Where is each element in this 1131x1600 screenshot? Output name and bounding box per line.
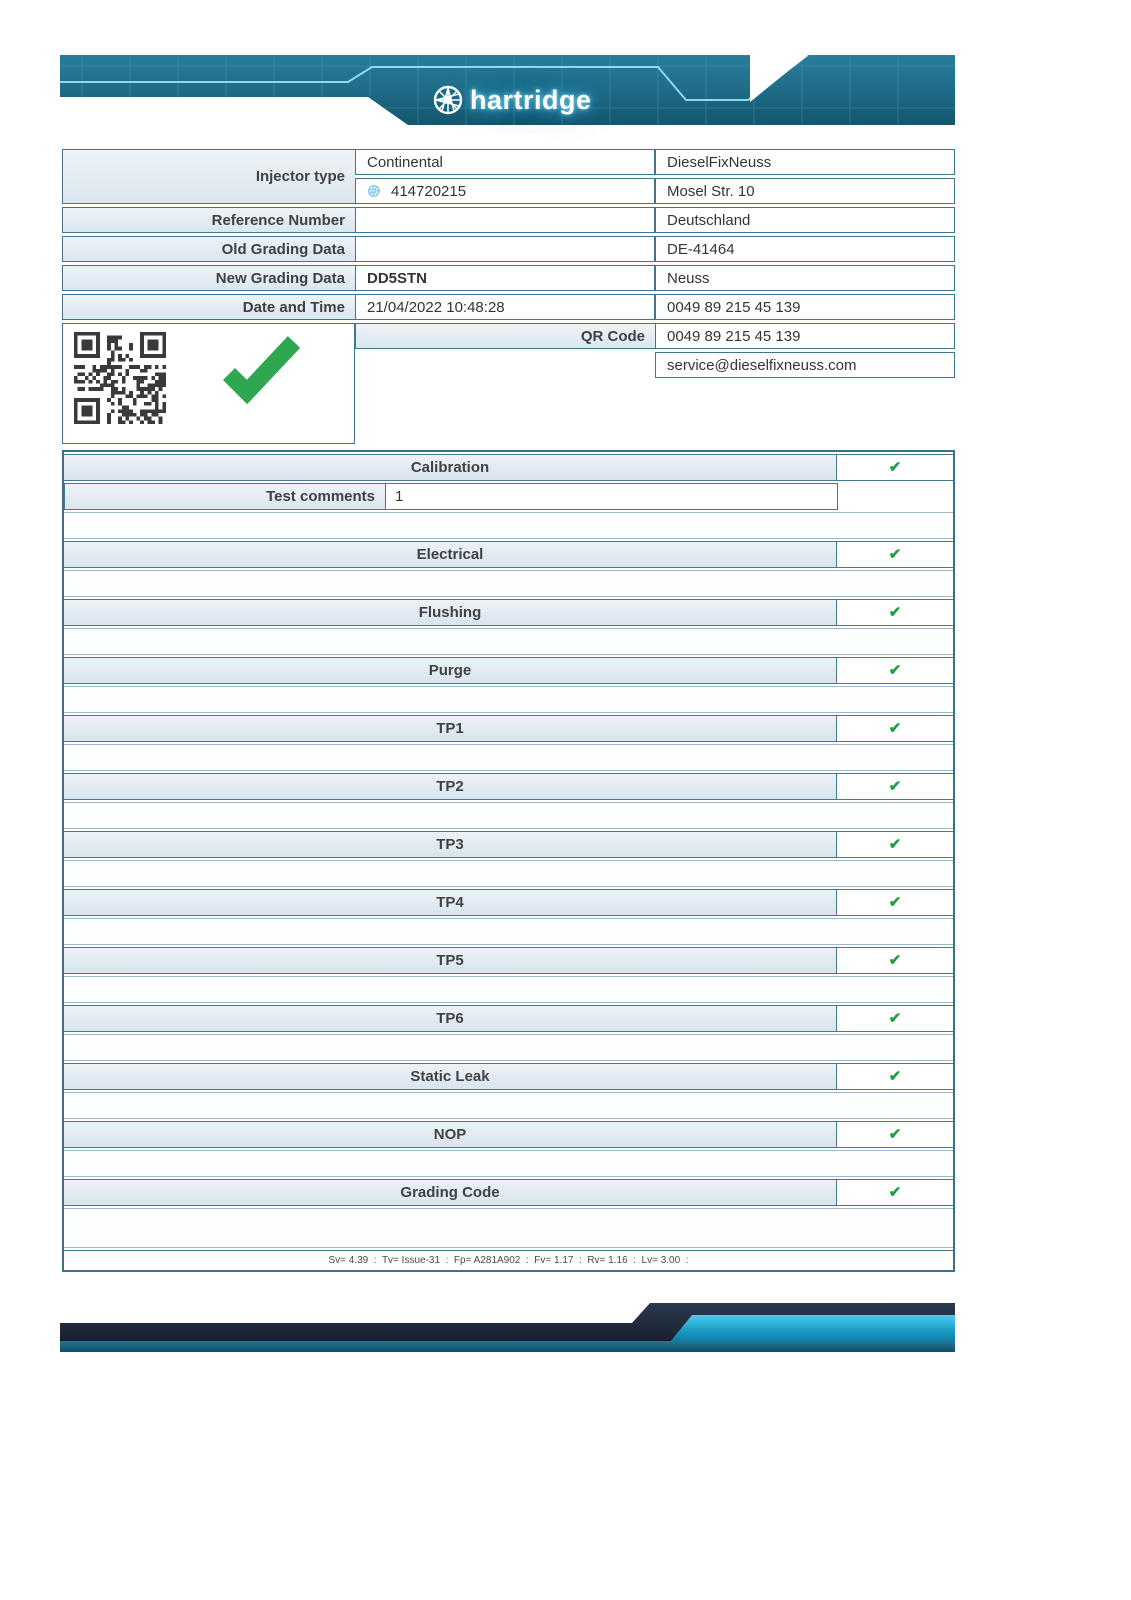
contact-city: Neuss [655,265,955,291]
contact-company: DieselFixNeuss [655,149,955,175]
section-check-cell [836,1006,953,1031]
section-check-cell [836,1122,953,1147]
injector-info-table [62,149,655,444]
spacer-row [64,976,953,1003]
spacer-row [64,628,953,655]
qr-code-label: QR Code [355,323,655,349]
spacer-row [64,686,953,713]
pass-check-icon: ✔ [888,1184,902,1201]
spacer-row [64,512,953,539]
pass-check-icon: ✔ [888,894,902,911]
result-row-tp2 [64,773,953,800]
spacer-row [64,570,953,597]
result-row-tp1 [64,715,953,742]
section-title: NOP [433,1126,467,1143]
result-row-static-leak [64,1063,953,1090]
pass-check-icon: ✔ [888,778,902,795]
serial-dot-icon [367,184,381,198]
section-check-cell [836,542,953,567]
section-check-cell [836,658,953,683]
pass-check-icon: ✔ [888,662,902,679]
result-row-calibration [64,454,953,481]
section-title: TP2 [436,778,464,795]
pass-check-icon: ✔ [888,1126,902,1143]
result-row-tp5 [64,947,953,974]
section-check-cell [836,774,953,799]
section-title: Grading Code [400,1184,500,1201]
pass-check-icon: ✔ [888,546,902,563]
section-check-cell [836,1064,953,1089]
reference-number-label: Reference Number [62,207,355,233]
section-title: Purge [428,662,472,679]
hartridge-wheel-icon [432,84,464,116]
contact-postcode: DE-41464 [655,236,955,262]
section-title: Electrical [416,546,484,563]
spacer-row [64,860,953,887]
result-row-tp3 [64,831,953,858]
new-grading-data-value: DD5STN [355,265,655,291]
section-check-cell [836,716,953,741]
qr-code-cell [62,323,355,444]
section-check-cell [836,948,953,973]
logo-text: hartridge [470,84,592,115]
spacer-row [64,1034,953,1061]
result-row-electrical [64,541,953,568]
contact-table [655,149,955,378]
pass-check-icon: ✔ [888,604,902,621]
section-title: TP5 [436,952,464,969]
section-title: TP4 [436,894,464,911]
section-check-cell [836,832,953,857]
version-info-line: Sv= 4.39 : Tv= Issue-31 : Fp= A281A902 : Fv= 1.17 : Rv= 1.16 : Lv= 3.00 : [64,1250,953,1270]
spacer-row [64,918,953,945]
section-check-cell [836,1180,953,1205]
date-time-value: 21/04/2022 10:48:28 [355,294,655,320]
pass-check-icon: ✔ [888,836,902,853]
injector-serial-value: 414720215 [391,182,467,200]
header-banner [60,52,955,128]
qr-valid-check-icon [218,332,306,410]
section-check-cell [836,600,953,625]
result-row-flushing [64,599,953,626]
old-grading-data-label: Old Grading Data [62,236,355,262]
footer-banner-shape [60,1295,955,1357]
test-comments-value: 1 [386,483,838,510]
injector-type-value: Continental [355,149,655,175]
contact-phone: 0049 89 215 45 139 [655,294,955,320]
section-title: Static Leak [410,1068,490,1085]
reference-number-value [355,207,655,233]
section-check-cell [836,890,953,915]
result-row-nop [64,1121,953,1148]
injector-type-label: Injector type [62,149,355,204]
pass-check-icon: ✔ [888,1010,902,1027]
date-time-label: Date and Time [62,294,355,320]
contact-country: Deutschland [655,207,955,233]
contact-email: service@dieselfixneuss.com [655,352,955,378]
qr-code [74,332,166,424]
test-results-table [62,450,955,1272]
old-grading-data-value [355,236,655,262]
spacer-row [64,1150,953,1177]
section-title: TP6 [436,1010,464,1027]
pass-check-icon: ✔ [888,1068,902,1085]
spacer-row [64,744,953,771]
section-check-cell [836,455,953,480]
contact-street: Mosel Str. 10 [655,178,955,204]
contact-fax: 0049 89 215 45 139 [655,323,955,349]
section-title: TP1 [436,720,464,737]
pass-check-icon: ✔ [888,459,902,476]
footer-banner [60,1295,955,1357]
pass-check-icon: ✔ [888,720,902,737]
result-row-grading-code [64,1179,953,1206]
spacer-row [64,802,953,829]
result-row-purge [64,657,953,684]
section-title: Calibration [410,459,490,476]
injector-serial-cell [355,178,655,204]
test-comments-label: Test comments [64,483,386,510]
test-comments-row [64,483,953,510]
spacer-row [64,1208,953,1248]
new-grading-data-label: New Grading Data [62,265,355,291]
result-row-tp4 [64,889,953,916]
section-title: Flushing [418,604,482,621]
section-title: TP3 [436,836,464,853]
hartridge-logo [432,84,592,116]
result-row-tp6 [64,1005,953,1032]
spacer-row [64,1092,953,1119]
pass-check-icon: ✔ [888,952,902,969]
